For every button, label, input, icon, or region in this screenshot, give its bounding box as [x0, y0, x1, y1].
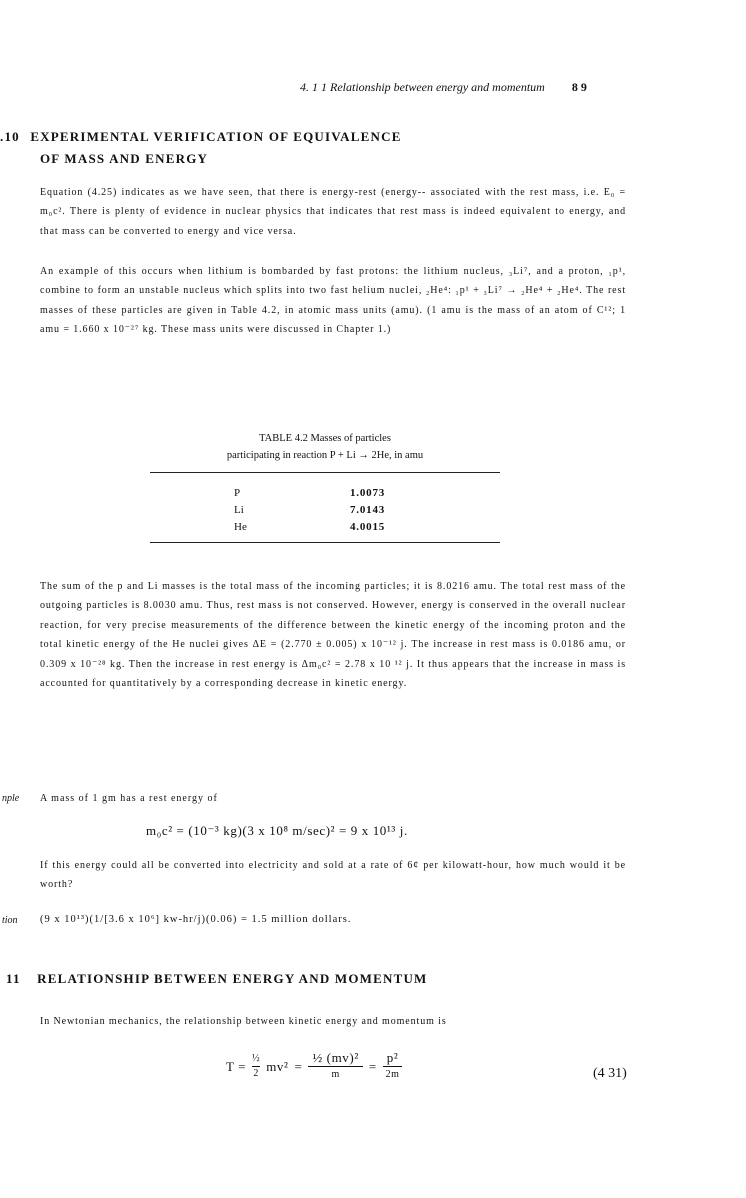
section-410-title-line2: OF MASS AND ENERGY: [40, 151, 209, 166]
section-410-heading: [0, 126, 402, 148]
running-title: 4. 1 1 Relationship between energy and momentum: [300, 80, 545, 94]
table-caption: [150, 430, 500, 464]
solution-label: tion: [2, 915, 18, 926]
table-bottom-rule: [150, 542, 500, 543]
equation-4-31: T = $\frac{\text{½}}{2}$ mv² = $\frac{\text{½ (mv)²}}{m}$ = $\frac{\text{p²}}{2m}$: [226, 1050, 402, 1083]
table-caption-line2: participating in reaction P + Li → 2He, in amu: [226, 450, 424, 461]
eq-mid-den: m: [308, 1066, 362, 1083]
section-410-title-line1: EXPERIMENTAL VERIFICATION OF EQUIVALENCE: [30, 129, 402, 144]
example-intro: A mass of 1 gm has a rest energy of: [40, 793, 218, 804]
eq-mid-num: ½ (mv)²: [312, 1050, 359, 1065]
table-caption-line1: TABLE 4.2 Masses of particles: [259, 433, 391, 444]
table-cell-particle: Li: [234, 504, 244, 516]
mass-table: [150, 472, 500, 543]
table-cell-mass: 1.0073: [350, 487, 386, 499]
table-row: [150, 485, 500, 502]
eq-half-den: 2: [253, 1068, 259, 1079]
table-cell-particle: P: [234, 487, 241, 499]
table-row: [150, 519, 500, 536]
section-411-intro: In Newtonian mechanics, the relationship between kinetic energy and momentum is: [40, 1016, 447, 1027]
solution-text: (9 x 10¹³)(1/[3.6 x 10⁶] kw-hr/j)(0.06) = 1.5 million dollars.: [40, 914, 352, 925]
paragraph-2: An example of this occurs when lithium is bombarded by fast protons: the lithium nucleus, ₃Li⁷, and a proton, ₁p¹, combine to form an unstable nucleus which splits into two fast helium nuclei, ₂He⁴: ₁p¹ + ₃Li⁷ → ₂He⁴ + ₂He⁴. The rest masses of these particles are given in Table 4.2, in atomic mass units (amu). (1 amu is the mass of an atom of C¹²; 1 amu = 1.660 x 10⁻²⁷ kg. These mass units were discussed in Chapter 1.): [40, 266, 626, 336]
page-number: 8 9: [571, 80, 587, 94]
eq-half-num: ½: [252, 1053, 261, 1064]
example-question: If this energy could all be converted into electricity and sold at a rate of 6¢ per kilowatt-hour, how much would it be worth?: [40, 860, 626, 891]
running-header: [300, 80, 587, 95]
section-411-title: RELATIONSHIP BETWEEN ENERGY AND MOMENTUM: [37, 971, 428, 986]
equation-number: (4 31): [593, 1066, 627, 1081]
paragraph-3: The sum of the p and Li masses is the total mass of the incoming particles; it is 8.0216 amu. The total rest mass of the outgoing particles is 8.0030 amu. Thus, rest mass is not conserved. However, energy is conserved in the overall nuclear reaction, for very precise measurements of the difference between the kinetic energy of the incoming proton and the total kinetic energy of the He nuclei gives ΔE = (2.770 ± 0.005) x 10⁻¹² j. The increase in rest mass is 0.0186 amu, or 0.309 x 10⁻²⁸ kg. Then the increase in rest energy is Δm₀c² = 2.78 x 10 ¹² j. It thus appears that the increase in mass is accounted for quantitatively by a corresponding decrease in kinetic energy.: [40, 581, 626, 690]
eq-mv2: mv²: [266, 1058, 289, 1074]
eq-half-fraction: [252, 1052, 260, 1081]
paragraph-1: Equation (4.25) indicates as we have seen, that there is energy-rest (energy-- associated with the rest mass, i.e. E₀ = m₀c². There is plenty of evidence in nuclear physics that indicates that rest mass is indeed equivalent to energy, and that mass can be converted to energy and vice versa.: [40, 187, 626, 237]
table-cell-mass: 7.0143: [350, 504, 386, 516]
eq-mid-fraction: [308, 1050, 362, 1083]
eq-rhs-num: p²: [386, 1050, 399, 1065]
table-cell-particle: He: [234, 521, 247, 533]
section-411-heading: [6, 968, 428, 990]
example-label: nple: [2, 793, 20, 804]
eq-lhs: T =: [226, 1058, 247, 1074]
eq-rhs-fraction: [383, 1050, 403, 1083]
section-410-number: .10: [0, 129, 20, 144]
example-equation: m₀c² = (10⁻³ kg)(3 x 10⁸ m/sec)² = 9 x 10¹³ j.: [146, 823, 408, 838]
table-cell-mass: 4.0015: [350, 521, 386, 533]
section-411-number: 11: [6, 971, 21, 986]
table-row: [150, 502, 500, 519]
eq-rhs-den: 2m: [383, 1066, 403, 1083]
